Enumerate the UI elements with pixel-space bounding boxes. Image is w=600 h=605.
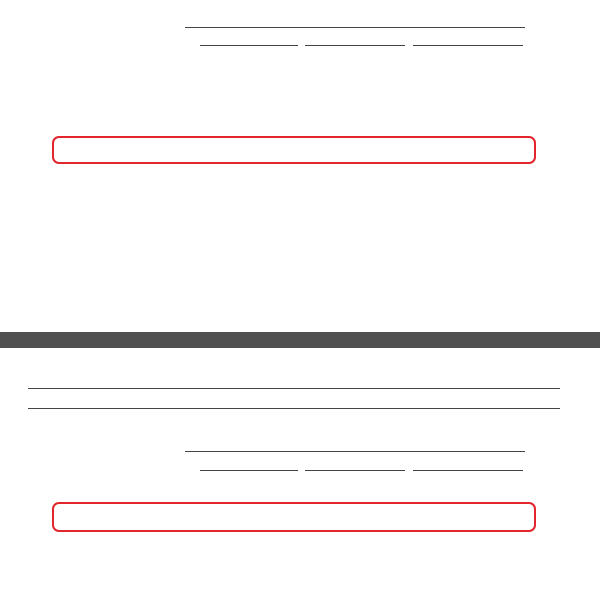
highlight-box <box>52 136 536 164</box>
divider <box>185 27 525 28</box>
highlight-box <box>52 502 536 532</box>
divider <box>413 470 523 471</box>
divider <box>200 45 298 46</box>
divider <box>28 408 560 409</box>
divider <box>200 470 298 471</box>
divider <box>305 470 405 471</box>
divider <box>185 451 525 452</box>
divider <box>305 45 405 46</box>
divider <box>413 45 523 46</box>
page-separator <box>0 332 600 348</box>
divider <box>28 388 560 389</box>
